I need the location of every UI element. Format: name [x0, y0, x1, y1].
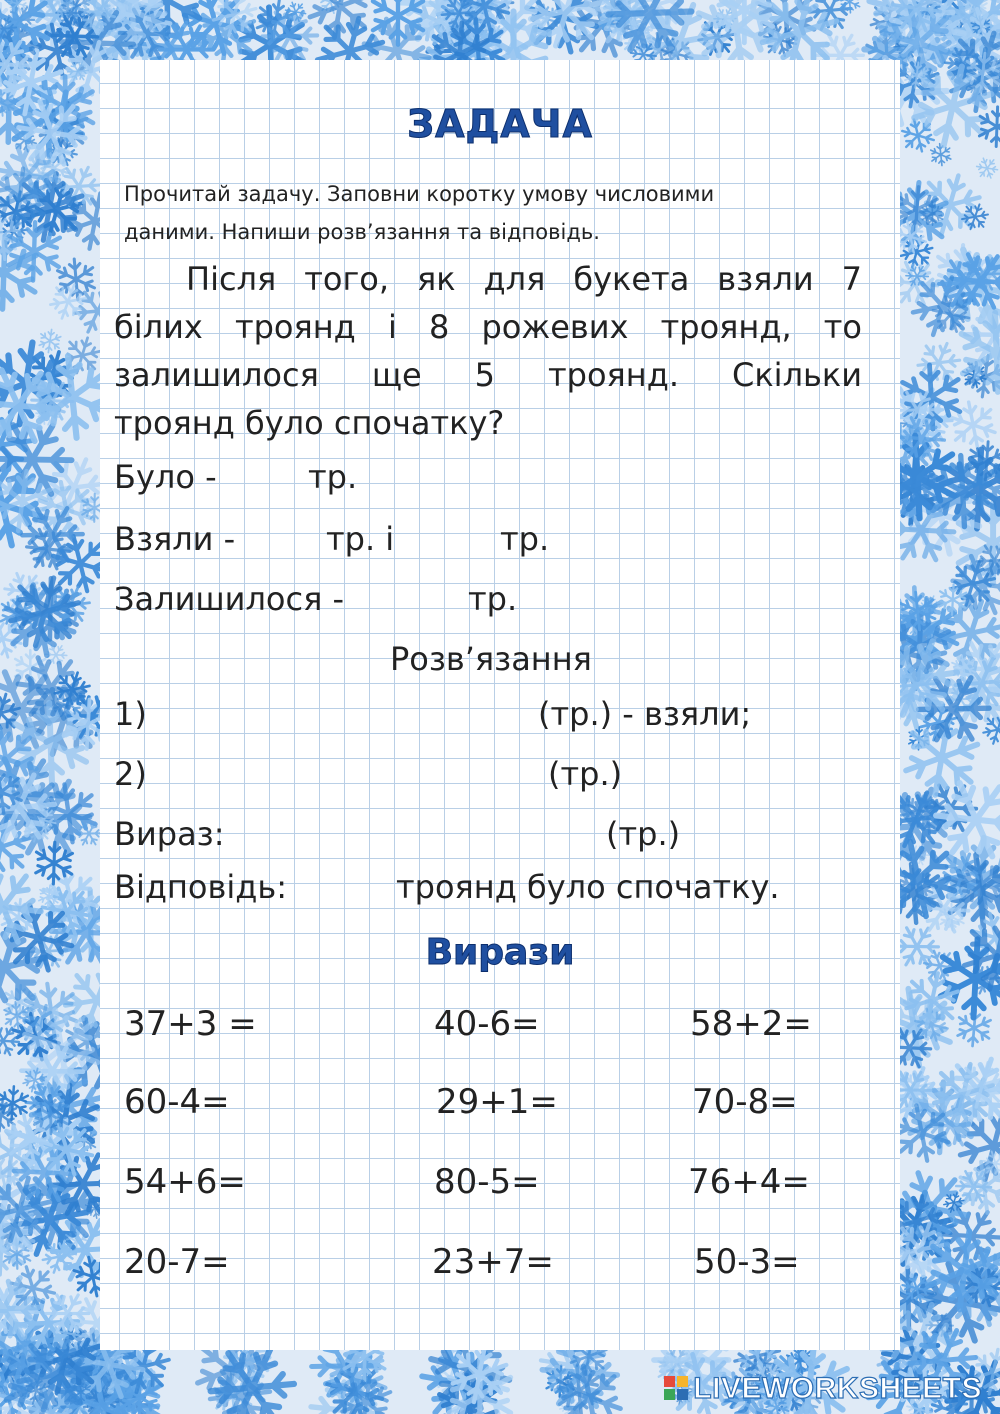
was-unit: тр.	[308, 458, 358, 496]
step-1-tail: (тр.) - взяли;	[538, 695, 752, 733]
problem-line-3: залишилося ще 5 троянд. Скільки	[114, 356, 862, 394]
problem-line-2: білих троянд і 8 рожевих троянд, то	[114, 308, 862, 346]
left-label: Залишилося -	[114, 580, 345, 618]
expression-item: 80-5=	[434, 1162, 540, 1202]
problem-line-4: троянд було спочатку?	[114, 404, 505, 442]
solution-heading: Розв’язання	[390, 640, 592, 678]
instructions-line-2: даними. Напиши розв’язання та відповідь.	[124, 220, 600, 244]
expression-item: 20-7=	[124, 1242, 230, 1282]
snowflake-icon	[38, 328, 61, 354]
expression-tail: (тр.)	[606, 815, 681, 853]
snowflake-icon	[981, 712, 1000, 748]
grid-paper	[100, 60, 900, 1350]
snowflake-icon	[49, 253, 103, 305]
expression-item: 37+3 =	[124, 1004, 257, 1044]
expression-item: 29+1=	[436, 1082, 558, 1122]
liveworksheets-logo[interactable]	[663, 1372, 982, 1406]
instructions-line-1: Прочитай задачу. Заповни коротку умову числовими	[124, 182, 715, 206]
expression-item: 23+7=	[432, 1242, 554, 1282]
expression-item: 70-8=	[692, 1082, 798, 1122]
step-1-number: 1)	[114, 695, 147, 733]
expression-item: 58+2=	[690, 1004, 812, 1044]
page-title: ЗАДАЧА	[407, 102, 593, 146]
step-2-tail: (тр.)	[548, 755, 623, 793]
was-label: Було -	[114, 458, 217, 496]
expression-item: 54+6=	[124, 1162, 246, 1202]
step-2-number: 2)	[114, 755, 147, 793]
answer-tail: троянд було спочатку.	[396, 868, 780, 906]
took-unit-1: тр. і	[326, 520, 395, 558]
took-label: Взяли -	[114, 520, 236, 558]
footer-brand: LIVEWORKSHEETS	[693, 1372, 982, 1405]
snowflake-icon	[973, 154, 1000, 182]
answer-label: Відповідь:	[114, 868, 287, 906]
expressions-title: Вирази	[425, 932, 575, 973]
expression-item: 60-4=	[124, 1082, 230, 1122]
expression-item: 50-3=	[694, 1242, 800, 1282]
left-unit: тр.	[468, 580, 518, 618]
problem-line-1: Після того, як для букета взяли 7	[186, 260, 862, 298]
expression-item: 76+4=	[688, 1162, 810, 1202]
liveworksheets-icon	[663, 1375, 689, 1401]
expression-item: 40-6=	[434, 1004, 540, 1044]
expression-label: Вираз:	[114, 815, 225, 853]
took-unit-2: тр.	[500, 520, 550, 558]
